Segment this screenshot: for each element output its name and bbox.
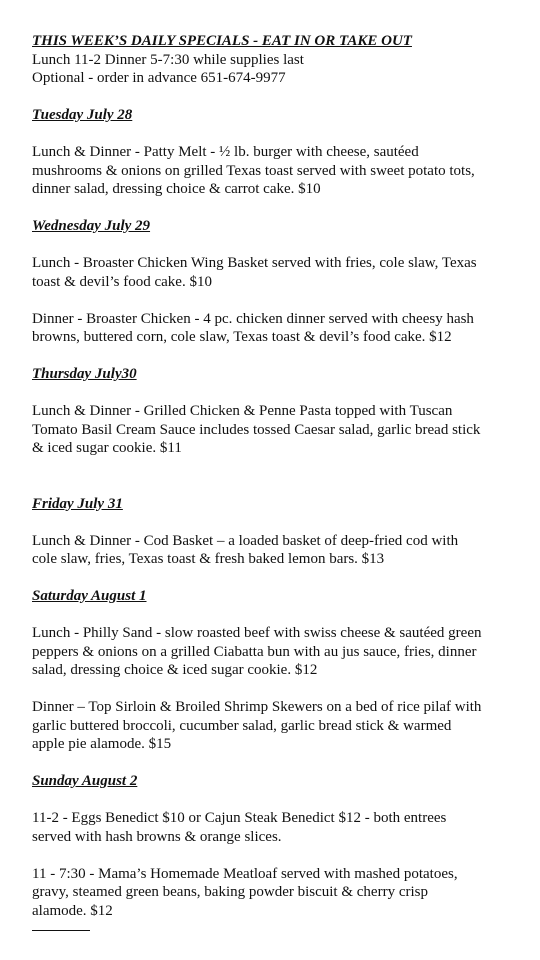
day-section-thursday: [32, 365, 528, 458]
day-heading: Thursday July30: [32, 366, 137, 382]
day-section-saturday: [32, 587, 528, 754]
day-heading: Tuesday July 28: [32, 107, 133, 123]
page-title: THIS WEEK’S DAILY SPECIALS - EAT IN OR TAKE OUT: [32, 33, 412, 49]
menu-item: [32, 624, 528, 680]
item-line: Lunch & Dinner - Patty Melt - ½ lb. burger with cheese, sautéed: [32, 144, 419, 160]
menu-item: [32, 865, 528, 921]
menu-item: [32, 310, 528, 347]
end-rule-divider: [32, 930, 90, 931]
hours-line: Lunch 11-2 Dinner 5-7:30 while supplies last: [32, 51, 304, 68]
menu-item: [32, 698, 528, 754]
day-section-friday: [32, 495, 528, 569]
day-heading: Sunday August 2: [32, 773, 138, 789]
item-line: 11-2 - Eggs Benedict $10 or Cajun Steak Benedict $12 - both entrees: [32, 810, 447, 826]
day-heading: Friday July 31: [32, 495, 123, 512]
item-line: mushrooms & onions on grilled Texas toast served with sweet potato tots,: [32, 162, 475, 179]
item-line: Lunch & Dinner - Cod Basket – a loaded basket of deep-fried cod with: [32, 532, 459, 549]
menu-item: [32, 532, 528, 569]
day-heading: Saturday August 1: [32, 588, 147, 604]
specials-document: [32, 32, 528, 931]
day-section-wednesday: [32, 217, 528, 347]
item-line: Dinner – Top Sirloin & Broiled Shrimp Skewers on a bed of rice pilaf with: [32, 699, 482, 715]
item-line: & iced sugar cookie. $11: [32, 440, 182, 456]
menu-item: [32, 809, 528, 846]
item-line: Lunch - Broaster Chicken Wing Basket served with fries, cole slaw, Texas: [32, 255, 477, 271]
item-line: dinner salad, dressing choice & carrot cake. $10: [32, 181, 321, 197]
menu-item: [32, 254, 528, 291]
item-line: Lunch & Dinner - Grilled Chicken & Penne Pasta topped with Tuscan: [32, 403, 453, 419]
day-heading: Wednesday July 29: [32, 218, 151, 234]
item-line: 11 - 7:30 - Mama’s Homemade Meatloaf served with mashed potatoes,: [32, 865, 458, 882]
item-line: toast & devil’s food cake. $10: [32, 273, 212, 290]
item-line: gravy, steamed green beans, baking powder biscuit & cherry crisp: [32, 884, 428, 900]
menu-item: [32, 143, 528, 199]
item-line: apple pie alamode. $15: [32, 736, 172, 752]
item-line: Lunch - Philly Sand - slow roasted beef with swiss cheese & sautéed green: [32, 625, 482, 641]
header: [32, 32, 528, 88]
item-line: garlic buttered broccoli, cucumber salad, garlic bread stick & warmed: [32, 717, 452, 734]
menu-item: [32, 402, 528, 458]
day-section-sunday: [32, 772, 528, 920]
item-line: Dinner - Broaster Chicken - 4 pc. chicken dinner served with cheesy hash: [32, 310, 474, 327]
item-line: Tomato Basil Cream Sauce includes tossed Caesar salad, garlic bread stick: [32, 421, 481, 438]
item-line: browns, buttered corn, cole slaw, Texas toast & devil’s food cake. $12: [32, 329, 452, 345]
item-line: salad, dressing choice & iced sugar cookie. $12: [32, 662, 318, 678]
item-line: served with hash browns & orange slices.: [32, 828, 282, 845]
item-line: cole slaw, fries, Texas toast & fresh baked lemon bars. $13: [32, 551, 385, 567]
order-line: Optional - order in advance 651-674-9977: [32, 70, 286, 86]
item-line: alamode. $12: [32, 902, 113, 919]
item-line: peppers & onions on a grilled Ciabatta bun with au jus sauce, fries, dinner: [32, 643, 477, 660]
day-section-tuesday: [32, 106, 528, 199]
